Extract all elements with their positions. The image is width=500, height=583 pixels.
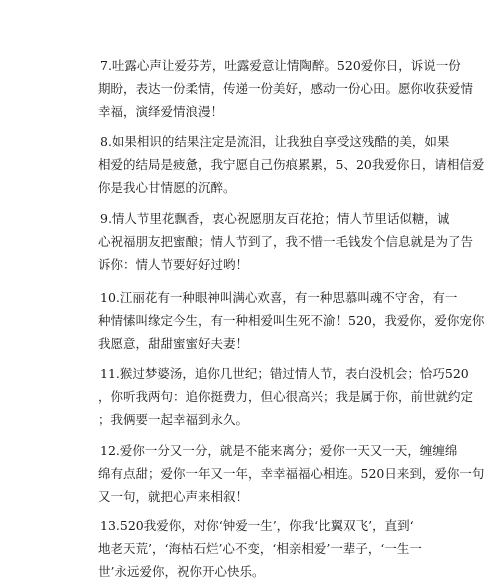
paragraph-12	[98, 439, 485, 508]
paragraph-9	[98, 207, 474, 276]
paragraph-13	[98, 514, 436, 583]
paragraph-line: 心祝福朋友把蜜酿；情人节到了，我不惜一毛钱发个信息就是为了告	[98, 234, 474, 249]
paragraph-10	[98, 286, 485, 355]
paragraph-line: 你是我心甘情愿的沉醉。	[98, 180, 236, 195]
paragraph-line: 我愿意，甜甜蜜蜜好夫妻！	[98, 336, 249, 351]
paragraph-line: 11.猴过梦婆汤，追你几世纪；错过情人节，表白没机会；恰巧520	[100, 366, 469, 381]
paragraph-line: 又一句，就把心声来相叙！	[98, 489, 249, 504]
paragraph-line: ；我俩要一起幸福到永久。	[98, 412, 249, 427]
paragraph-line: 期盼，表达一份柔情，传递一份美好，感动一份心田。愿你收获爱情	[98, 81, 474, 96]
paragraph-line: 幸福，演绎爱情浪漫！	[98, 104, 224, 119]
paragraph-line: 9.情人节里花飘香，衷心祝愿朋友百花抢；情人节里话似糖，诚	[100, 211, 450, 226]
paragraph-line: 绵有点甜；爱你一年又一年，幸幸福福心相连。520日来到，爱你一句	[98, 466, 485, 481]
paragraph-line: 8.如果相识的结果注定是流泪，让我独自享受这残酷的美，如果	[100, 134, 450, 149]
paragraph-line: 7.吐露心声让爱芬芳，吐露爱意让情陶醉。520爱你日，诉说一份	[100, 58, 461, 73]
paragraph-line: ，你听我两句：追你挺费力，但心很高兴；我是属于你，前世就约定	[98, 389, 474, 404]
paragraph-line: 种情愫叫缘定今生，有一种相爱叫生死不渝！520，我爱你，爱你宠你	[98, 313, 485, 328]
paragraph-11	[98, 362, 474, 431]
paragraph-line: 相爱的结局是疲惫，我宁愿自己伤痕累累，5、20我爱你日，请相信爱	[98, 157, 485, 172]
paragraph-line: 地老天荒’，‘海枯石烂’心不变，‘相亲相爱’一辈子，‘一生一	[98, 541, 422, 556]
paragraph-line: 13.520我爱你，对你‘钟爱一生’，你我‘比翼双飞’，直到‘	[100, 518, 414, 533]
paragraph-line: 诉你：情人节要好好过哟！	[98, 257, 249, 272]
paragraph-7	[98, 54, 474, 123]
paragraph-8	[98, 130, 485, 199]
paragraph-line: 12.爱你一分又一分，就是不能来离分；爱你一天又一天，缠缠绵	[100, 443, 458, 458]
paragraph-line: 世’永远爱你，祝你开心快乐。	[98, 564, 265, 579]
paragraph-line: 10.江丽花有一种眼神叫满心欢喜，有一种思慕叫魂不守舍，有一	[100, 290, 458, 305]
